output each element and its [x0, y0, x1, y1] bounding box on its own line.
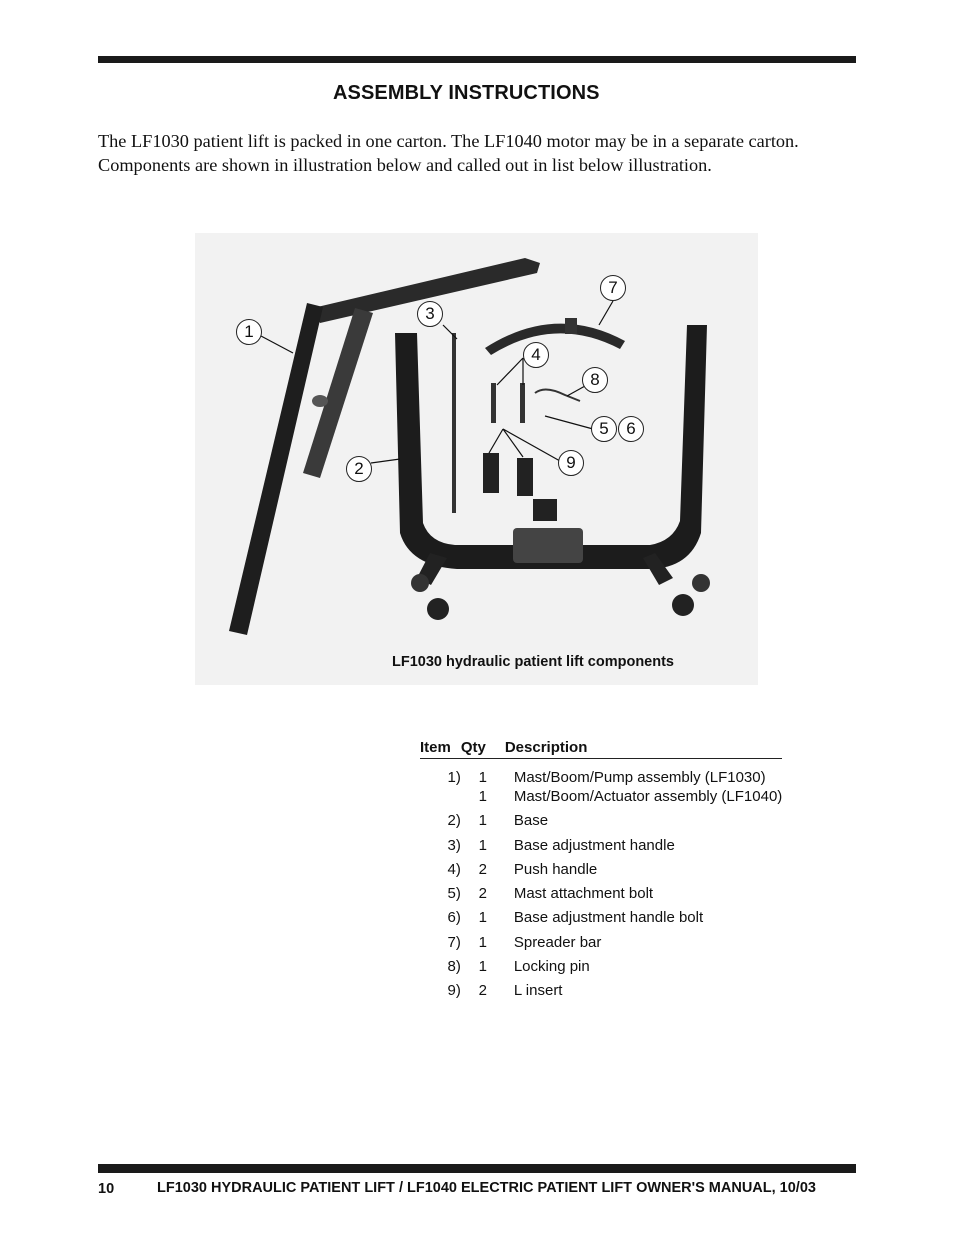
- bottom-rule: [98, 1164, 856, 1173]
- table-row: [420, 788, 782, 812]
- table-row: [420, 934, 782, 958]
- callout-3: 3: [417, 301, 443, 327]
- components-illustration: [195, 233, 758, 685]
- item-qty: 1: [478, 836, 488, 854]
- page-number: 10: [98, 1181, 115, 1197]
- item-qty: 1: [478, 909, 488, 927]
- item-description: Base: [513, 812, 549, 830]
- table-row: [420, 837, 782, 861]
- header-item: Item: [420, 739, 461, 759]
- figure-caption: LF1030 hydraulic patient lift components: [392, 654, 674, 670]
- callout-8: 8: [582, 367, 608, 393]
- callout-9: 9: [558, 450, 584, 476]
- table-row: [420, 982, 782, 1006]
- item-description: Base adjustment handle bolt: [513, 909, 704, 927]
- callout-1: 1: [236, 319, 262, 345]
- item-number: [420, 788, 461, 812]
- item-number: 2): [447, 812, 461, 830]
- item-description: Mast/Boom/Actuator assembly (LF1040): [513, 788, 783, 805]
- table-header-row: [420, 739, 782, 759]
- table-row: [420, 759, 782, 770]
- callout-2: 2: [346, 456, 372, 482]
- lift-components-drawing: [195, 233, 758, 685]
- item-description: Mast attachment bolt: [513, 885, 654, 903]
- item-number: 6): [447, 909, 461, 927]
- item-number: 5): [447, 885, 461, 903]
- table-row: [420, 909, 782, 933]
- item-qty: 1: [478, 958, 488, 976]
- header-description: Description: [505, 739, 782, 759]
- item-number: 4): [447, 860, 461, 878]
- callout-7: 7: [600, 275, 626, 301]
- item-description: Locking pin: [513, 958, 590, 976]
- callout-6: 6: [618, 416, 644, 442]
- callout-4: 4: [523, 342, 549, 368]
- item-qty: 1: [478, 933, 488, 951]
- header-qty: Qty: [461, 739, 505, 759]
- item-description: Spreader bar: [513, 933, 602, 951]
- item-qty: 2: [478, 860, 488, 878]
- item-description: L insert: [513, 982, 563, 1000]
- table-row: [420, 861, 782, 885]
- item-qty: 1: [478, 812, 488, 830]
- item-description: Mast/Boom/Pump assembly (LF1030): [513, 769, 766, 786]
- item-number: 8): [447, 958, 461, 976]
- callout-5: 5: [591, 416, 617, 442]
- table-row: [420, 812, 782, 836]
- item-description: Base adjustment handle: [513, 836, 675, 854]
- item-number: 7): [447, 933, 461, 951]
- footer-title: LF1030 HYDRAULIC PATIENT LIFT / LF1040 ELECTRIC PATIENT LIFT OWNER'S MANUAL, 10/03: [157, 1180, 816, 1196]
- item-number: 3): [447, 836, 461, 854]
- item-number: 1): [447, 769, 461, 786]
- item-qty: 1: [478, 769, 488, 786]
- item-description: Push handle: [513, 860, 598, 878]
- intro-paragraph: The LF1030 patient lift is packed in one carton. The LF1040 motor may be in a separate carton. Components are shown in illustration below and called out in list below illustration.: [98, 131, 799, 175]
- table-row: [420, 885, 782, 909]
- item-qty: 2: [478, 982, 488, 1000]
- item-qty: 1: [478, 788, 488, 805]
- parts-table: [420, 739, 782, 1007]
- table-row: [420, 958, 782, 982]
- section-heading: ASSEMBLY INSTRUCTIONS: [333, 82, 600, 104]
- top-rule: [98, 56, 856, 63]
- item-qty: 2: [478, 885, 488, 903]
- item-number: 9): [447, 982, 461, 1000]
- table-row: [420, 769, 782, 788]
